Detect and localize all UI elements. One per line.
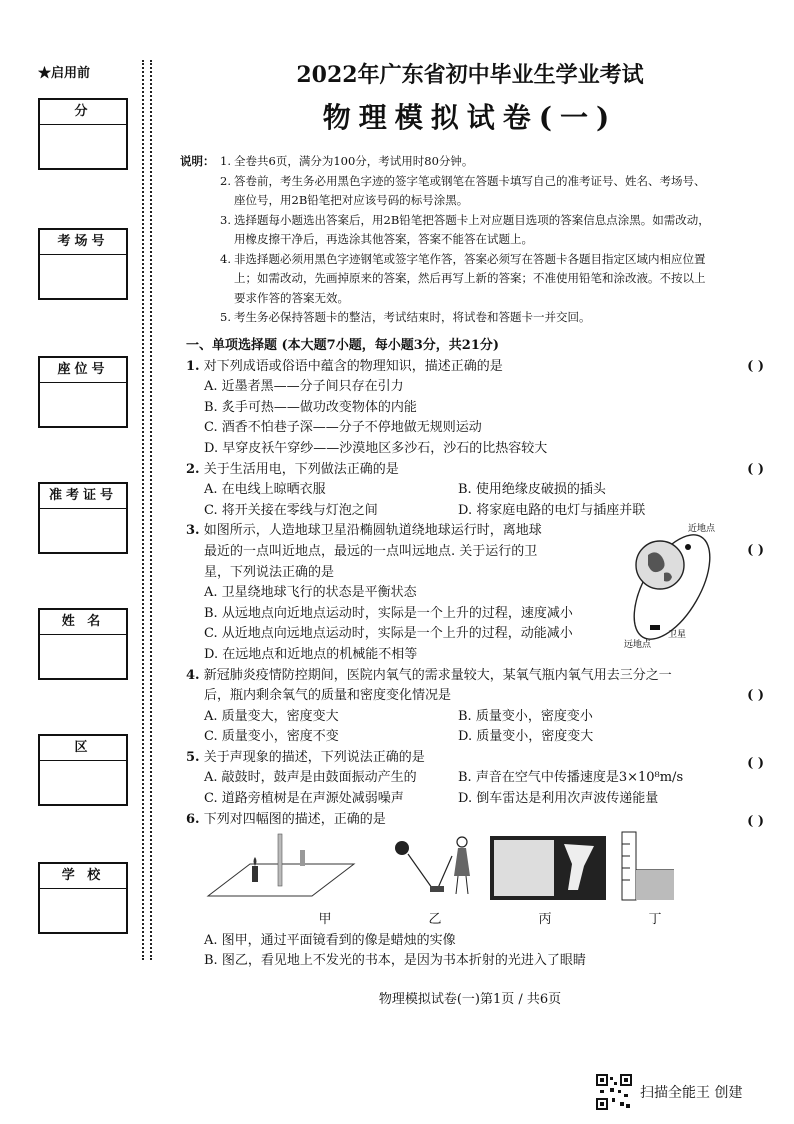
answer-paren: ( ) xyxy=(747,813,764,829)
district-box-label: 区 xyxy=(40,736,126,761)
score-box xyxy=(38,98,128,170)
question-stem: 对下列成语或俗语中蕴含的物理知识，描述正确的是 xyxy=(203,358,503,374)
answer-paren: ( ) xyxy=(747,687,764,703)
option-b: B. 图乙，看见地上不发光的书本，是因为书本折射的光进入了眼睛 xyxy=(204,953,586,969)
figure-ding-refraction xyxy=(622,832,674,900)
figure-jia-candle-mirror xyxy=(208,834,354,896)
answer-paren: ( ) xyxy=(747,543,764,559)
option-d: D. 倒车雷达是利用次声波传递能量 xyxy=(458,791,659,807)
question-stem: 下列对四幅图的描述，正确的是 xyxy=(203,811,386,827)
note-num: 1. xyxy=(220,154,231,168)
option-c: C. 将开关接在零线与灯泡之间 xyxy=(204,502,378,518)
option-c: C. 道路旁植树是在声源处减弱噪声 xyxy=(204,791,404,807)
satellite-orbit-figure xyxy=(624,519,734,649)
satellite-label: 卫星 xyxy=(668,630,687,641)
exam-title: 2022年广东省初中毕业生学业考试 xyxy=(296,62,644,88)
option-a: A. 近墨者黑——分子间只存在引力 xyxy=(204,379,404,395)
admission-number-box xyxy=(38,482,128,554)
question-stem: 后，瓶内剩余氧气的质量和密度变化情况是 xyxy=(204,688,452,704)
question-6 xyxy=(186,810,776,972)
admission-number-box-label: 准考证号 xyxy=(40,484,126,509)
option-b: B. 使用绝缘皮破损的插头 xyxy=(458,482,606,498)
answer-paren: ( ) xyxy=(747,461,764,477)
option-d: D. 在远地点和近地点的机械能不相等 xyxy=(204,646,418,662)
option-c: C. 酒香不怕巷子深——分子不停地做无规则运动 xyxy=(204,420,482,436)
note-text: 选择题每小题选出答案后，用2B铅笔把答题卡上对应题目选项的答案信息点涂黑。如需改动， xyxy=(234,212,710,227)
section-title: 一、单项选择题 (本大题7小题，每小题3分，共21分) xyxy=(186,338,500,353)
binding-line-right xyxy=(150,60,152,960)
option-a: A. 在电线上晾晒衣服 xyxy=(204,482,326,498)
instructions xyxy=(180,152,780,328)
question-4 xyxy=(186,666,776,748)
option-b: B. 质量变小，密度变小 xyxy=(458,708,593,724)
option-a: A. 质量变大，密度变大 xyxy=(204,708,339,724)
option-d: D. 早穿皮袄午穿纱——沙漠地区多沙石，沙石的比热容较大 xyxy=(204,440,548,456)
option-b: B. 炙手可热——做功改变物体的内能 xyxy=(204,399,417,415)
option-a: A. 图甲，通过平面镜看到的像是蜡烛的实像 xyxy=(204,932,456,948)
score-box-label: 分 xyxy=(40,100,126,125)
note-text: 上；如需改动，先画掉原来的答案，然后再写上新的答案；不准使用铅笔和涂改液。不按以上 xyxy=(234,271,706,285)
seat-number-box xyxy=(38,356,128,428)
question-stem: 如图所示，人造地球卫星沿椭圆轨道绕地球运行时，离地球 xyxy=(203,523,542,539)
figure-yi-book-eye xyxy=(395,837,470,894)
figure-bing-shadow xyxy=(490,836,606,900)
near-point-dot xyxy=(685,544,691,550)
book-icon xyxy=(430,886,444,892)
figure-labels xyxy=(186,910,776,931)
note-text: 要求作答的答案无效。 xyxy=(234,290,349,305)
school-box xyxy=(38,862,128,934)
question-number: 5. xyxy=(186,749,200,765)
confidential-tag: ★启用前 xyxy=(38,66,91,81)
note-num: 2. xyxy=(220,173,231,188)
near-point-label: 近地点 xyxy=(688,524,716,535)
lamp-icon xyxy=(395,841,409,855)
option-c: C. 从近地点向远地点运动时，实际是一个上升的过程，动能减小 xyxy=(204,626,573,642)
option-a: A. 卫星绕地球飞行的状态是平衡状态 xyxy=(204,585,417,601)
four-figures xyxy=(204,830,674,910)
question-2 xyxy=(186,460,776,522)
question-5 xyxy=(186,748,776,810)
instructions-lead: 说明： xyxy=(180,154,215,168)
scanner-text: 扫描全能王 创建 xyxy=(640,1085,743,1101)
exam-room-box-label: 考场号 xyxy=(40,230,126,255)
label-ding: 丁 xyxy=(648,912,662,928)
option-d: D. 质量变小，密度变大 xyxy=(458,729,594,745)
far-point-label: 远地点 xyxy=(624,640,652,650)
question-number: 4. xyxy=(186,667,200,683)
question-stem: 关于声现象的描述，下列说法正确的是 xyxy=(203,749,425,765)
label-bing: 丙 xyxy=(538,912,552,928)
questions-area xyxy=(186,336,776,972)
satellite-icon xyxy=(650,625,660,630)
note-text: 非选择题必须用黑色字迹钢笔或签字笔作答，答案必须写在答题卡各题目指定区域内相应位置 xyxy=(234,251,706,266)
question-number: 3. xyxy=(186,523,200,539)
district-box xyxy=(38,734,128,806)
note-text: 全卷共6页，满分为100分，考试用时80分钟。 xyxy=(234,154,474,168)
note-text: 座位号，用2B铅笔把对应该号码的标号涂黑。 xyxy=(234,193,469,207)
question-stem: 新冠肺炎疫情防控期间，医院内氧气的需求量较大，某氧气瓶内氧气用去三分之一 xyxy=(203,667,672,683)
question-stem: 关于生活用电，下列做法正确的是 xyxy=(203,461,399,477)
paper-title: 物理模拟试卷(一) xyxy=(322,101,618,134)
label-yi: 乙 xyxy=(428,912,442,928)
label-jia: 甲 xyxy=(318,912,332,928)
answer-paren: ( ) xyxy=(747,358,764,374)
option-b: B. 声音在空气中传播速度是3×10⁸m/s xyxy=(458,770,684,786)
option-c: C. 质量变小，密度不变 xyxy=(204,729,339,745)
question-3 xyxy=(186,521,776,665)
question-stem: 最近的一点叫近地点，最远的一点叫远地点. 关于运行的卫 xyxy=(204,543,538,559)
question-number: 2. xyxy=(186,461,200,477)
question-1 xyxy=(186,357,776,460)
option-d: D. 将家庭电路的电灯与插座并联 xyxy=(458,502,646,518)
binding-line-left xyxy=(142,60,144,960)
page-footer: 物理模拟试卷(一)第1页 / 共6页 xyxy=(378,992,562,1007)
name-box xyxy=(38,608,128,680)
scanner-watermark xyxy=(596,1074,742,1110)
note-num: 4. xyxy=(220,251,231,266)
note-num: 5. xyxy=(220,310,231,324)
note-text: 答卷前，考生务必用黑色字迹的签字笔或钢笔在答题卡填写自己的准考证号、姓名、考场号、 xyxy=(234,173,706,188)
school-box-label: 学 校 xyxy=(40,864,126,889)
option-a: A. 敲鼓时，鼓声是由鼓面振动产生的 xyxy=(204,770,417,786)
answer-paren: ( ) xyxy=(747,755,764,771)
seat-number-box-label: 座位号 xyxy=(40,358,126,383)
name-box-label: 姓 名 xyxy=(40,610,126,635)
question-stem: 星，下列说法正确的是 xyxy=(204,564,335,580)
note-text: 考生务必保持答题卡的整洁，考试结束时，将试卷和答题卡一并交回。 xyxy=(234,310,591,324)
exam-room-box xyxy=(38,228,128,300)
question-number: 6. xyxy=(186,811,200,827)
option-b: B. 从远地点向近地点运动时，实际是一个上升的过程，速度减小 xyxy=(204,605,573,621)
note-text: 用橡皮擦干净后，再选涂其他答案，答案不能答在试题上。 xyxy=(234,232,533,246)
question-number: 1. xyxy=(186,358,200,374)
note-num: 3. xyxy=(220,212,231,227)
qr-code-icon xyxy=(596,1074,632,1110)
